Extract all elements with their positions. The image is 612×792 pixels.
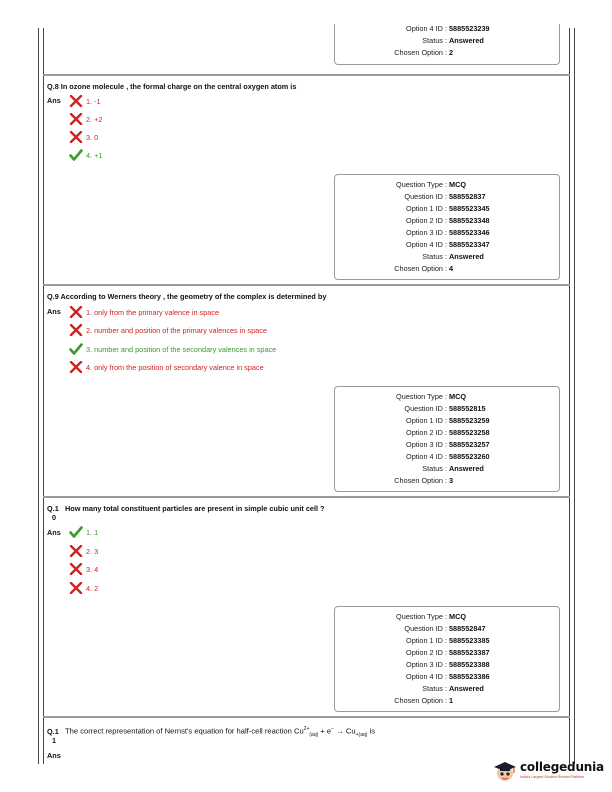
option-1: 1. 1 xyxy=(69,526,98,538)
cross-icon xyxy=(69,95,83,107)
info-row: Option 4 ID : 5885523347 xyxy=(406,240,490,249)
graduate-mascot-icon xyxy=(492,759,518,783)
logo-text: collegedunia xyxy=(520,760,604,774)
ans-label: Ans xyxy=(47,307,61,316)
info-row: Option 4 ID : 5885523260 xyxy=(406,452,490,461)
info-row: Option 4 ID : 5885523239 xyxy=(406,24,490,33)
info-row: Option 4 ID : 5885523386 xyxy=(406,672,490,681)
option-1: 1. -1 xyxy=(69,95,101,107)
option-3: 3. 0 xyxy=(69,131,98,143)
question-block-previous xyxy=(43,24,570,76)
info-row: Option 3 ID : 5885523388 xyxy=(406,660,490,669)
option-2: 2. 3 xyxy=(69,545,98,557)
info-row: Question Type : MCQ xyxy=(396,612,467,621)
info-row: Status : Answered xyxy=(422,252,484,261)
option-1: 1. only from the primary valence in space xyxy=(69,306,219,318)
check-icon xyxy=(69,526,83,538)
cross-icon xyxy=(69,582,83,594)
info-row: Status : Answered xyxy=(422,464,484,473)
question-text: Q.9 According to Werners theory , the geometry of the complex is determined by xyxy=(47,292,327,301)
info-row: Option 2 ID : 5885523258 xyxy=(406,428,490,437)
cross-icon xyxy=(69,113,83,125)
cross-icon xyxy=(69,563,83,575)
question-info-box xyxy=(334,174,560,280)
collegedunia-logo xyxy=(492,758,604,784)
info-row: Option 1 ID : 5885523345 xyxy=(406,204,490,213)
info-row: Question ID : 588552837 xyxy=(404,192,486,201)
info-row: Question ID : 588552847 xyxy=(404,624,486,633)
check-icon xyxy=(69,149,83,161)
info-row: Question Type : MCQ xyxy=(396,180,467,189)
option-2: 2. +2 xyxy=(69,113,102,125)
option-2: 2. number and position of the primary valences in space xyxy=(69,324,267,336)
question-number: Q.1 xyxy=(47,504,59,513)
info-row: Question ID : 588552815 xyxy=(404,404,486,413)
option-3: 3. 4 xyxy=(69,563,98,575)
info-row: Chosen Option : 2 xyxy=(394,48,454,57)
info-row: Chosen Option : 3 xyxy=(394,476,454,485)
question-number: Q.1 xyxy=(47,727,59,736)
ans-label: Ans xyxy=(47,528,61,537)
info-row: Option 2 ID : 5885523387 xyxy=(406,648,490,657)
question-text: The correct representation of Nernst's equation for half-cell reaction $Cu^{2+}_{(aq)} + e^- \to Cu_{+(aq)}$ is xyxy=(65,726,376,739)
cross-icon xyxy=(69,324,83,336)
option-4: 4. only from the position of secondary valence in space xyxy=(69,361,264,373)
question-number-cont: 0 xyxy=(52,513,57,522)
info-row: Option 2 ID : 5885523348 xyxy=(406,216,490,225)
info-row: Status : Answered xyxy=(422,684,484,693)
info-row: Option 3 ID : 5885523346 xyxy=(406,228,490,237)
question-text: How many total constituent particles are present in simple cubic unit cell ? xyxy=(65,504,325,513)
question-block-q10 xyxy=(43,498,570,718)
cross-icon xyxy=(69,306,83,318)
question-info-box xyxy=(334,606,560,712)
info-row: Question Type : MCQ xyxy=(396,392,467,401)
info-row: Option 3 ID : 5885523257 xyxy=(406,440,490,449)
ans-label: Ans xyxy=(47,751,61,760)
cross-icon xyxy=(69,361,83,373)
question-block-q9 xyxy=(43,286,570,498)
ans-label: Ans xyxy=(47,96,61,105)
left-rule-outer xyxy=(38,28,39,764)
option-4: 4. 2 xyxy=(69,582,98,594)
info-row: Option 1 ID : 5885523385 xyxy=(406,636,490,645)
option-4: 4. +1 xyxy=(69,149,102,161)
info-row: Option 1 ID : 5885523259 xyxy=(406,416,490,425)
check-icon xyxy=(69,343,83,355)
info-row: Status : Answered xyxy=(422,36,484,45)
question-number-cont: 1 xyxy=(52,736,57,745)
question-block-q11 xyxy=(43,718,570,778)
info-row: Chosen Option : 4 xyxy=(394,264,454,273)
logo-tagline: India's Largest Student Review Platform xyxy=(520,775,584,779)
question-block-q8 xyxy=(43,76,570,286)
question-info-box xyxy=(334,386,560,492)
question-info-box xyxy=(334,24,560,65)
cross-icon xyxy=(69,545,83,557)
info-row: Chosen Option : 1 xyxy=(394,696,454,705)
cross-icon xyxy=(69,131,83,143)
right-rule-outer xyxy=(574,28,575,764)
question-text: Q.8 In ozone molecule , the formal charge on the central oxygen atom is xyxy=(47,82,297,91)
page-frame xyxy=(38,24,575,764)
option-3: 3. number and position of the secondary valences in space xyxy=(69,343,276,355)
